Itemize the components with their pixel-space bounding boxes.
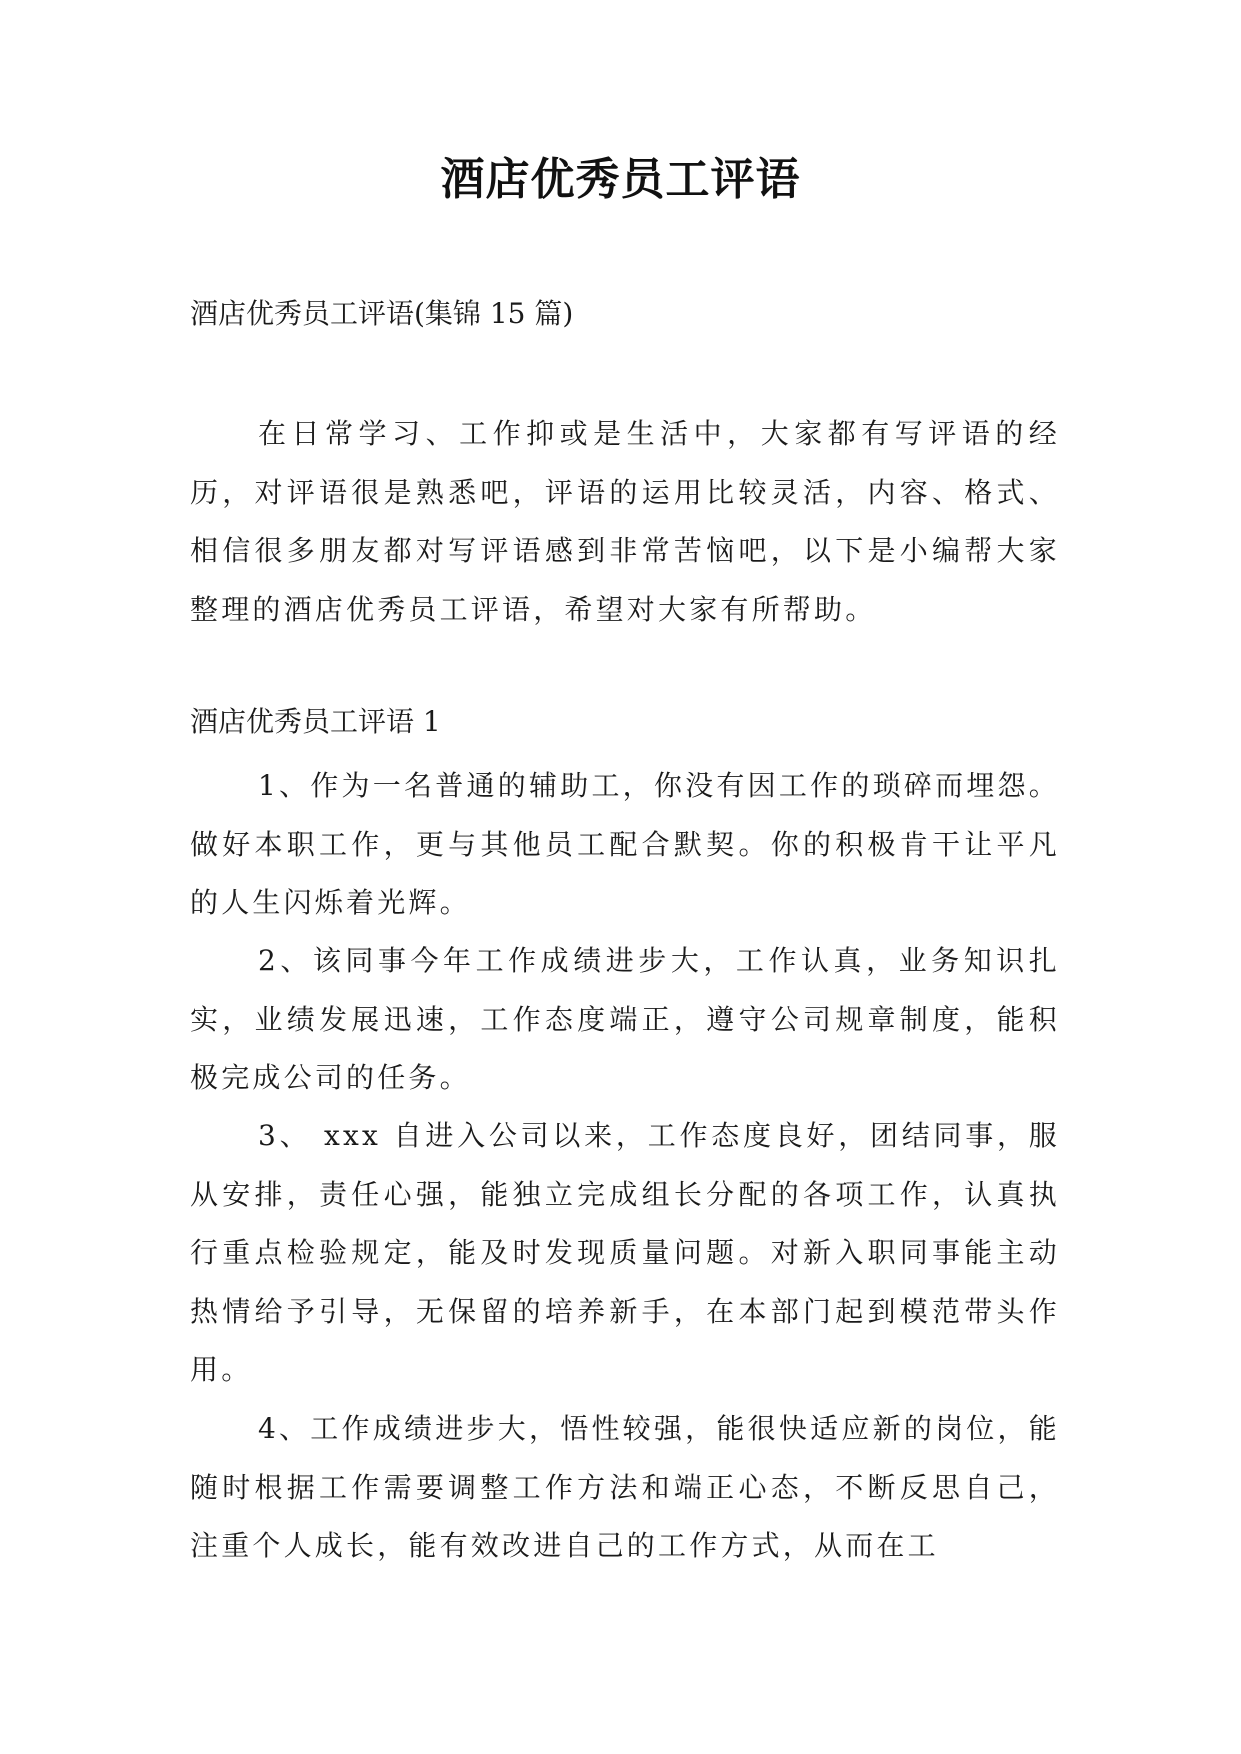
section-heading: 酒店优秀员工评语 1 <box>190 705 441 738</box>
list-item: 1、作为一名普通的辅助工，你没有因工作的琐碎而埋怨。做好本职工作，更与其他员工配合默契。你的积极肯干让平凡的人生闪烁着光辉。 <box>190 769 1060 919</box>
list-item: 4、工作成绩进步大，悟性较强，能很快适应新的岗位，能随时根据工作需要调整工作方法和端正心态，不断反思自己，注重个人成长，能有效改进自己的工作方式，从而在工 <box>190 1412 1060 1562</box>
document-subtitle: 酒店优秀员工评语(集锦 15 篇) <box>190 297 574 330</box>
list-item: 3、 xxx 自进入公司以来，工作态度良好，团结同事，服从安排，责任心强，能独立完成组长分配的各项工作，认真执行重点检验规定，能及时发现质量问题。对新入职同事能主动热情给予引导，无保留的培养新手，在本部门起到模范带头作用。 <box>190 1119 1060 1386</box>
list-item: 2、该同事今年工作成绩进步大，工作认真，业务知识扎实，业绩发展迅速，工作态度端正，遵守公司规章制度，能积极完成公司的任务。 <box>190 944 1060 1094</box>
document-title: 酒店优秀员工评语 <box>440 154 801 205</box>
intro-paragraph: 在日常学习、工作抑或是生活中，大家都有写评语的经历，对评语很是熟悉吧，评语的运用比较灵活，内容、格式、相信很多朋友都对写评语感到非常苦恼吧，以下是小编帮大家整理的酒店优秀员工评语，希望对大家有所帮助。 <box>190 417 1060 626</box>
